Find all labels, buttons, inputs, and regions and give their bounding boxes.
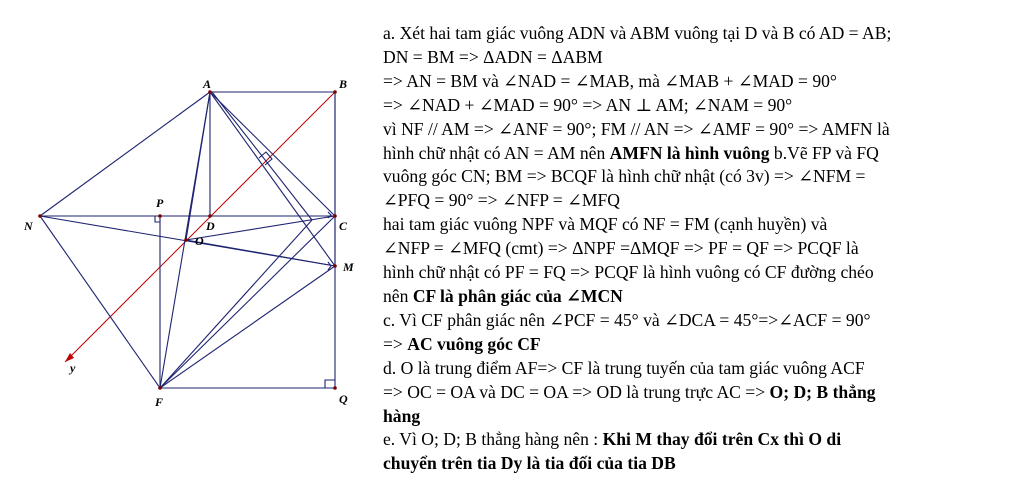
label-c: C [339,219,348,233]
solution-line [383,452,1023,476]
solution-line: => AN = BM và ∠NAD = ∠MAB, mà ∠MAB + ∠MAD = 90° [383,70,837,91]
geometry-diagram [0,0,380,484]
solution-line: a. Xét hai tam giác vuông ADN và ABM vuông tại D và B có AD = AB; [383,23,892,43]
label-y: y [70,361,76,375]
label-n: N [24,219,33,233]
text-segment: e. Vì O; D; B thẳng hàng nên : [383,429,603,450]
bold-segment: chuyển trên tia Dy là tia đối của tia DB [383,453,676,474]
solution-text [383,22,1023,476]
text-segment: b.Vẽ FP và FQ [769,142,879,163]
bold-segment: hàng [383,405,421,426]
solution-line: d. O là trung điểm AF=> CF là trung tuyến của tam giác vuông ACF [383,357,865,378]
solution-line: => ∠NAD + ∠MAD = 90° => AN ⊥ AM; ∠NAM = 90° [383,94,793,115]
text-segment: nên [383,285,413,306]
bold-segment: Khi M thay đổi trên Cx thì O di [602,429,842,450]
solution-line [383,428,1023,452]
label-o: O [195,234,204,248]
solution-line: ∠NFP = ∠MFQ (cmt) => ΔNPF =ΔMQF => PF = QF => PCQF là [383,238,859,259]
solution-line [383,405,1023,429]
label-a: A [203,77,212,91]
geometry-figure [0,0,380,484]
solution-line: c. Vì CF phân giác nên ∠PCF = 45° và ∠DCA = 45°=>∠ACF = 90° [383,309,871,330]
solution-line: hình chữ nhật có PF = FQ => PCQF là hình vuông có CF đường chéo [383,262,874,283]
label-f: F [155,395,164,409]
solution-line: vì NF // AM => ∠ANF = 90°; FM // AN => ∠AMF = 90° => AMFN là [383,118,890,139]
bold-segment: CF là phân giác của ∠MCN [412,285,623,306]
label-q: Q [339,392,348,406]
bold-segment: O; D; B thẳng [769,381,876,402]
solution-line [383,285,1023,309]
solution-line [383,142,1023,166]
label-p: P [156,196,164,210]
bold-segment: AC vuông góc CF [407,333,541,354]
solution-line [383,333,1023,357]
solution-line [383,381,1023,405]
text-segment: => OC = OA và DC = OA => OD là trung trực AC => [383,381,770,402]
solution-line: vuông góc CN; BM => BCQF là hình chữ nhật (có 3v) => ∠NFM = [383,166,866,187]
label-b: B [339,77,348,91]
label-d: D [206,219,215,233]
solution-line: ∠PFQ = 90° => ∠NFP = ∠MFQ [383,190,620,211]
label-m: M [343,260,354,274]
solution-line: hai tam giác vuông NPF và MQF có NF = FM (cạnh huyền) và [383,214,828,235]
solution-line: DN = BM => ΔADN = ΔABM [383,46,603,67]
text-segment: hình chữ nhật có AN = AM nên [383,142,610,163]
text-segment: => [383,333,408,354]
bold-segment: AMFN là hình vuông [609,142,770,163]
